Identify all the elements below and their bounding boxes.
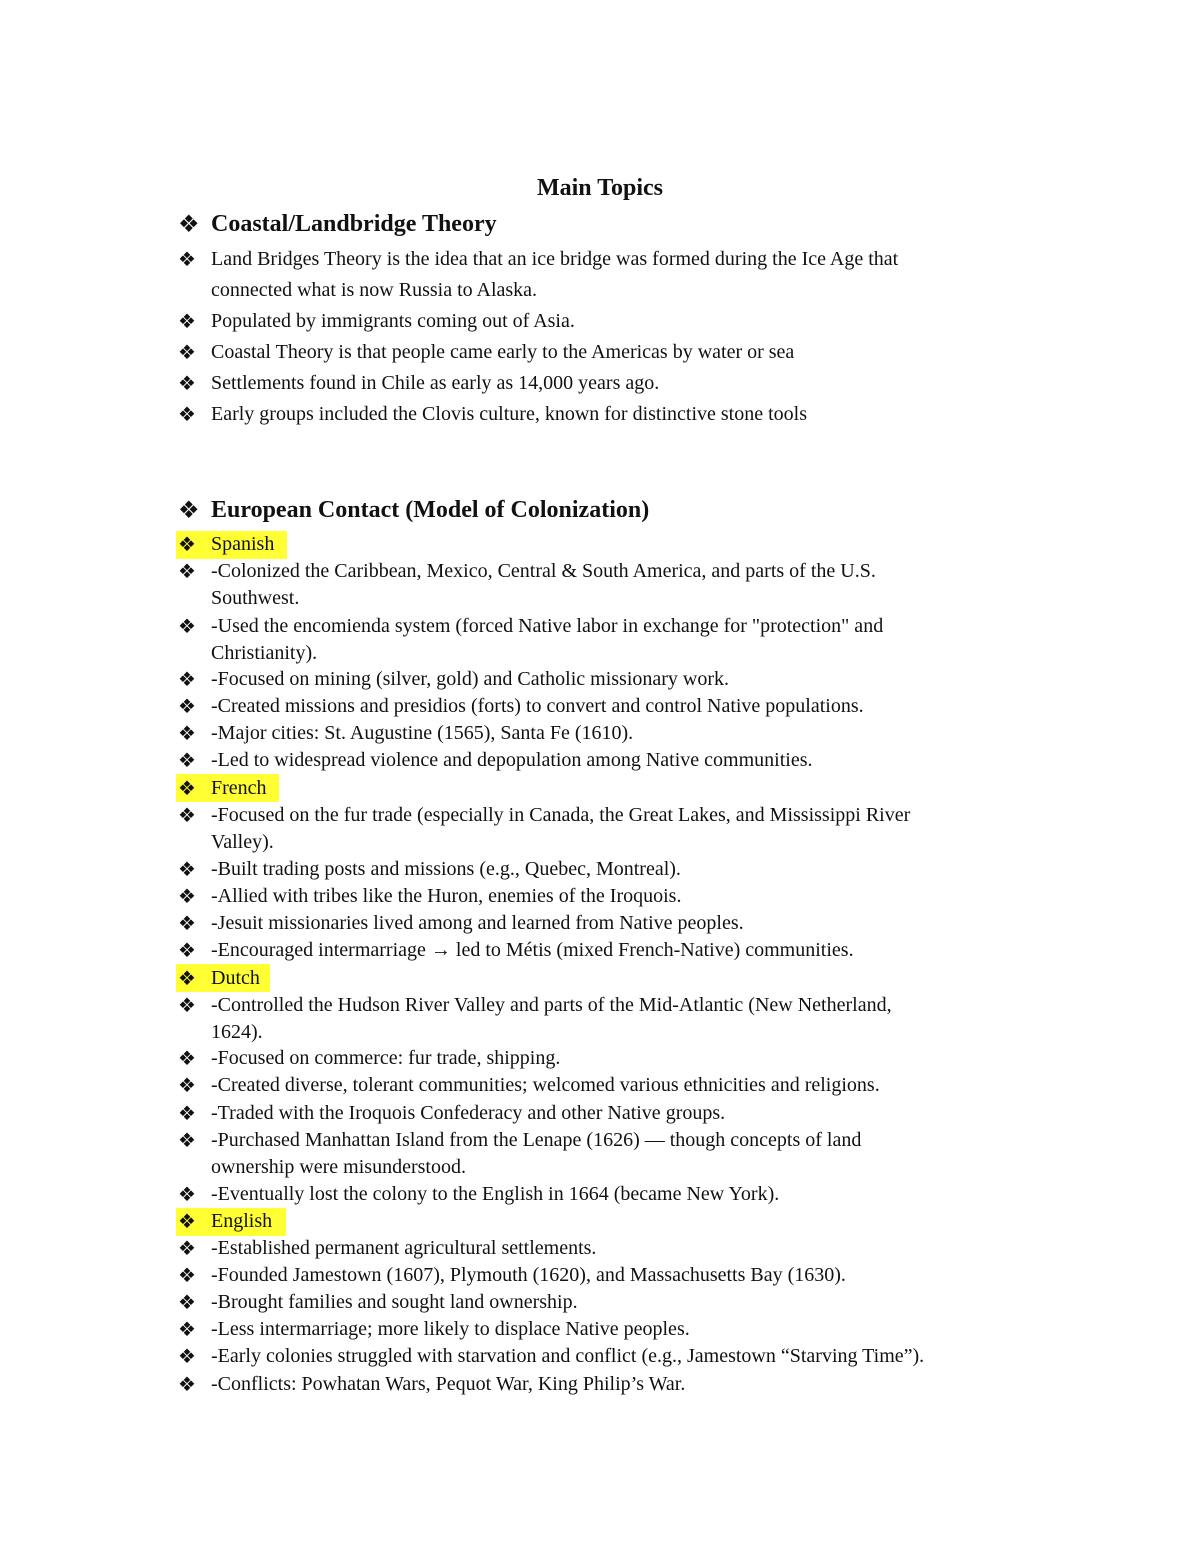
list-item: -Early colonies struggled with starvation and conflict (e.g., Jamestown “Starving Time”).: [211, 1345, 925, 1367]
bullet-icon: ❖: [178, 723, 196, 745]
list-item: -Conflicts: Powhatan Wars, Pequot War, King Philip’s War.: [211, 1373, 686, 1395]
bullet-icon: ❖: [178, 373, 196, 395]
bullet-icon: ❖: [178, 995, 196, 1017]
list-item: Settlements found in Chile as early as 14,000 years ago.: [211, 372, 660, 394]
list-item: Coastal Theory is that people came early to the Americas by water or sea: [211, 341, 795, 363]
bullet-icon: ❖: [178, 968, 196, 990]
list-item: -Focused on the fur trade (especially in Canada, the Great Lakes, and Mississippi River: [211, 804, 911, 826]
subheading-french: French: [211, 777, 267, 799]
list-item: -Encouraged intermarriage → led to Métis (mixed French-Native) communities.: [211, 939, 854, 961]
section-heading-european: European Contact (Model of Colonization): [211, 497, 650, 523]
bullet-icon: ❖: [178, 1130, 196, 1152]
list-item: -Less intermarriage; more likely to displace Native peoples.: [211, 1318, 690, 1340]
bullet-icon: ❖: [178, 750, 196, 772]
bullet-icon: ❖: [178, 940, 196, 962]
list-item: -Built trading posts and missions (e.g., Quebec, Montreal).: [211, 858, 681, 880]
bullet-icon: ❖: [178, 805, 196, 827]
bullet-icon: ❖: [178, 1211, 196, 1233]
bullet-icon: ❖: [178, 1184, 196, 1206]
list-item-continuation: Christianity).: [211, 642, 318, 664]
bullet-icon: ❖: [178, 1238, 196, 1260]
section-heading-landbridge: Coastal/Landbridge Theory: [211, 211, 497, 237]
list-item: -Brought families and sought land ownership.: [211, 1291, 578, 1313]
bullet-icon: ❖: [178, 696, 196, 718]
list-item: -Focused on commerce: fur trade, shipping.: [211, 1047, 561, 1069]
page-title: Main Topics: [536, 175, 664, 201]
list-item: Early groups included the Clovis culture, known for distinctive stone tools: [211, 403, 808, 425]
list-item: -Controlled the Hudson River Valley and parts of the Mid-Atlantic (New Netherland,: [211, 994, 892, 1016]
list-item: -Created diverse, tolerant communities; welcomed various ethnicities and religions.: [211, 1074, 880, 1096]
list-item: -Colonized the Caribbean, Mexico, Central & South America, and parts of the U.S.: [211, 560, 876, 582]
list-item: -Created missions and presidios (forts) to convert and control Native populations.: [211, 695, 864, 717]
list-item: -Major cities: St. Augustine (1565), Santa Fe (1610).: [211, 722, 634, 744]
bullet-icon: ❖: [178, 311, 196, 333]
bullet-icon: ❖: [178, 616, 196, 638]
list-item: -Founded Jamestown (1607), Plymouth (1620), and Massachusetts Bay (1630).: [211, 1264, 846, 1286]
bullet-icon: ❖: [178, 249, 196, 271]
list-item-continuation: 1624).: [211, 1021, 263, 1043]
subheading-english: English: [211, 1210, 273, 1232]
bullet-icon: ❖: [178, 342, 196, 364]
bullet-icon: ❖: [178, 534, 196, 556]
bullet-icon: ❖: [178, 913, 196, 935]
subheading-spanish: Spanish: [211, 533, 275, 555]
list-item: -Used the encomienda system (forced Native labor in exchange for "protection" and: [211, 615, 884, 637]
bullet-icon: ❖: [178, 1374, 196, 1396]
list-item-continuation: ownership were misunderstood.: [211, 1156, 466, 1178]
list-item: -Eventually lost the colony to the English in 1664 (became New York).: [211, 1183, 780, 1205]
list-item: -Purchased Manhattan Island from the Lenape (1626) — though concepts of land: [211, 1129, 862, 1151]
subheading-dutch: Dutch: [211, 967, 260, 989]
bullet-icon: ❖: [178, 859, 196, 881]
bullet-icon: ❖: [178, 1265, 196, 1287]
bullet-icon: ❖: [178, 1319, 196, 1341]
bullet-icon: ❖: [178, 1075, 196, 1097]
bullet-icon: ❖: [178, 669, 196, 691]
bullet-icon: ❖: [178, 1048, 196, 1070]
bullet-icon: ❖: [178, 1103, 196, 1125]
list-item: Populated by immigrants coming out of Asia.: [211, 310, 575, 332]
bullet-icon: ❖: [178, 1346, 196, 1368]
bullet-icon: ❖: [178, 778, 196, 800]
list-item: -Jesuit missionaries lived among and learned from Native peoples.: [211, 912, 744, 934]
list-item-continuation: Southwest.: [211, 587, 300, 609]
list-item: -Led to widespread violence and depopulation among Native communities.: [211, 749, 813, 771]
list-item-continuation: connected what is now Russia to Alaska.: [211, 279, 538, 301]
list-item: -Allied with tribes like the Huron, enemies of the Iroquois.: [211, 885, 682, 907]
list-item: Land Bridges Theory is the idea that an ice bridge was formed during the Ice Age that: [211, 248, 899, 270]
bullet-icon: ❖: [178, 212, 200, 238]
list-item-continuation: Valley).: [211, 831, 274, 853]
bullet-icon: ❖: [178, 404, 196, 426]
bullet-icon: ❖: [178, 1292, 196, 1314]
bullet-icon: ❖: [178, 498, 200, 524]
list-item: -Focused on mining (silver, gold) and Catholic missionary work.: [211, 668, 730, 690]
list-item: -Established permanent agricultural settlements.: [211, 1237, 597, 1259]
bullet-icon: ❖: [178, 561, 196, 583]
list-item: -Traded with the Iroquois Confederacy and other Native groups.: [211, 1102, 726, 1124]
bullet-icon: ❖: [178, 886, 196, 908]
